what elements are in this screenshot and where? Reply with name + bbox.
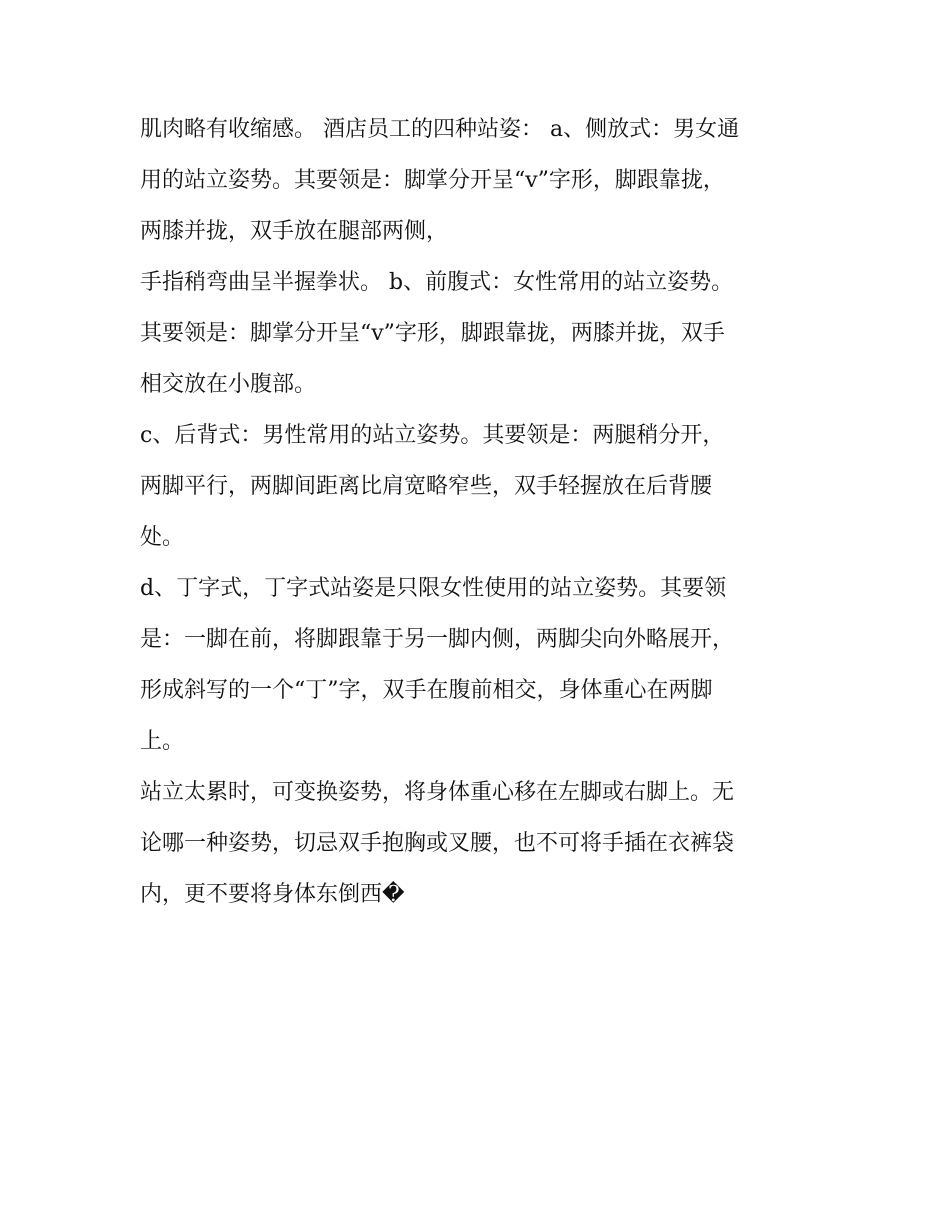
text-line: d、丁字式，丁字式站姿是只限女性使用的站立姿势。其要领 <box>140 576 727 601</box>
text-line: 用的站立姿势。其要领是：脚掌分开呈“v”字形，脚跟靠拢， <box>140 168 725 193</box>
text-line: 其要领是：脚掌分开呈“v”字形，脚跟靠拢，两膝并拢，双手 <box>140 321 725 346</box>
text-line: 上。 <box>140 729 185 754</box>
text-line: 两脚平行，两脚间距离比肩宽略窄些，双手轻握放在后背腰 <box>140 474 713 499</box>
text-line: 处。 <box>140 525 185 550</box>
text-line: 手指稍弯曲呈半握拳状。 b、前腹式：女性常用的站立姿势。 <box>140 270 734 295</box>
text-line: 形成斜写的一个“丁”字，双手在腹前相交，身体重心在两脚 <box>140 678 713 703</box>
text-line: 肌肉略有收缩感。 酒店员工的四种站姿： a、侧放式：男女通 <box>140 117 740 142</box>
text-line: 两膝并拢，双手放在腿部两侧， <box>140 219 449 244</box>
text-line: 论哪一种姿势，切忌双手抱胸或叉腰，也不可将手插在衣裤袋 <box>140 831 735 856</box>
text-line: 是：一脚在前，将脚跟靠于另一脚内侧，两脚尖向外略展开， <box>140 627 735 652</box>
text-line: 站立太累时，可变换姿势，将身体重心移在左脚或右脚上。无 <box>140 780 735 805</box>
body-text <box>140 104 830 920</box>
text-line: 相交放在小腹部。 <box>140 372 317 397</box>
text-line: 内，更不要将身体东倒西� <box>140 882 405 907</box>
text-line: c、后背式：男性常用的站立姿势。其要领是：两腿稍分开， <box>140 423 725 448</box>
